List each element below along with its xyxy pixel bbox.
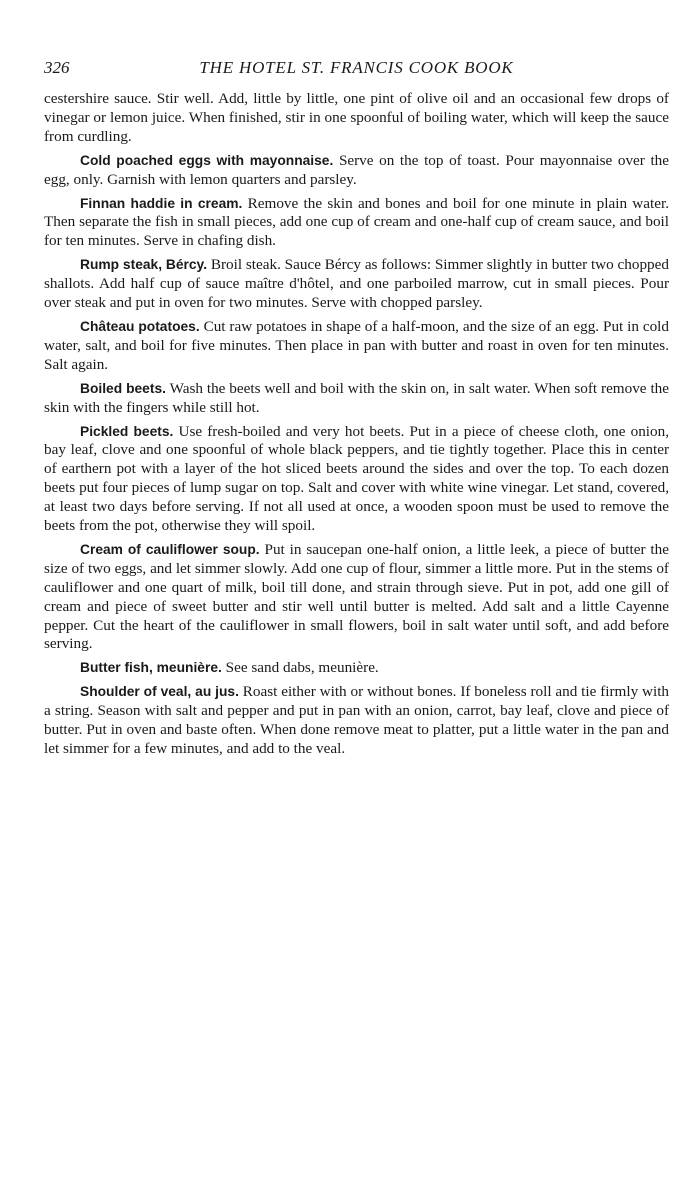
recipe-chateau-potatoes [44,318,669,375]
running-head [44,58,669,82]
recipe-title: Boiled beets. [80,380,166,396]
recipe-text: Remove the skin and bones and boil for one minute in plain water. Then separate the fish in small pieces, add one cup of cream and one-half cup of cream sauce, and boil for ten minutes. Serve in chafing dish. [44,194,669,250]
recipe-text: Wash the beets well and boil with the skin on, in salt water. When soft remove the skin with the fingers while still hot. [44,379,669,416]
recipe-text: Put in saucepan one-half onion, a little leek, a piece of butter the size of two eggs, and let simmer slowly. Add one cup of flour, simmer a little more. Put in the stems of cauliflower and one quart of milk, boil till done, and strain through sieve. Put in pot, add one gill of cream and piece of sweet butter and stir well until butter is melted. Add salt and a little Cayenne pepper. Cut the heart of the cauliflower in small flowers, boil in salt water until soft, and add before serving. [44,540,669,653]
recipe-title: Shoulder of veal, au jus. [80,684,239,700]
recipe-cream-of-cauliflower-soup [44,541,669,654]
recipe-text: See sand dabs, meunière. [225,659,379,677]
recipe-title: Château potatoes. [80,318,200,334]
running-title: THE HOTEL ST. FRANCIS COOK BOOK [199,58,514,77]
recipe-boiled-beets [44,380,669,418]
recipe-text: Serve on the top of toast. Pour mayonnaise over the egg, only. Garnish with lemon quarters and parsley. [44,151,670,188]
recipe-text: Cut raw potatoes in shape of a half-moon, and the size of an egg. Put in cold water, salt, and boil for five minutes. Then place in pan with butter and roast in oven for ten minutes. Salt again. [44,317,669,373]
book-page [44,58,669,759]
recipe-cold-poached-eggs [44,152,669,190]
recipe-title: Rump steak, Bércy. [80,257,208,273]
recipe-title: Pickled beets. [80,423,174,439]
continued-paragraph: cestershire sauce. Stir well. Add, little by little, one pint of olive oil and an occasional few drops of vinegar or lemon juice. When finished, stir in one spoonful of boiling water, which will keep the sauce from curdling. [44,90,669,145]
recipe-butter-fish [44,659,669,678]
recipe-rump-steak [44,256,669,313]
recipe-pickled-beets [44,423,669,536]
recipe-text: Use fresh-boiled and very hot beets. Put in a piece of cheese cloth, one onion, bay leaf, clove and one spoonful of whole black peppers, and tie tightly together. Place this in center of earthern pot with a layer of the hot sliced beets around the sides and over the top. To each dozen beets put four pieces of lump sugar on top. Salt and cover with white wine vinegar. Let stand, covered, at least two days before serving. If not all used at once, a wooden spoon must be used to remove the beets from the pot, otherwise they will spoil. [44,422,669,535]
recipe-text: Broil steak. Sauce Bércy as follows: Simmer slightly in butter two chopped shallots. Add half cup of sauce maître d'hôtel, and one parboiled marrow, cut in small pieces. Pour over steak and put in oven for two minutes. Serve with chopped parsley. [44,256,669,312]
recipe-title: Cream of cauliflower soup. [80,541,260,557]
recipe-title: Cold poached eggs with mayonnaise. [80,152,334,168]
recipe-text: Roast either with or without bones. If boneless roll and tie firmly with a string. Season with salt and pepper and put in pan with an onion, carrot, bay leaf, clove and piece of butter. Put in oven and baste often. When done remove meat to platter, put a little water in the pan and let simmer for a few minutes, and add to the veal. [44,683,670,757]
recipe-shoulder-of-veal [44,683,669,759]
page-number: 326 [44,58,70,77]
recipe-title: Butter fish, meunière. [80,660,222,676]
recipe-finnan-haddie [44,195,669,252]
page-body [44,90,669,759]
recipe-title: Finnan haddie in cream. [80,195,243,211]
